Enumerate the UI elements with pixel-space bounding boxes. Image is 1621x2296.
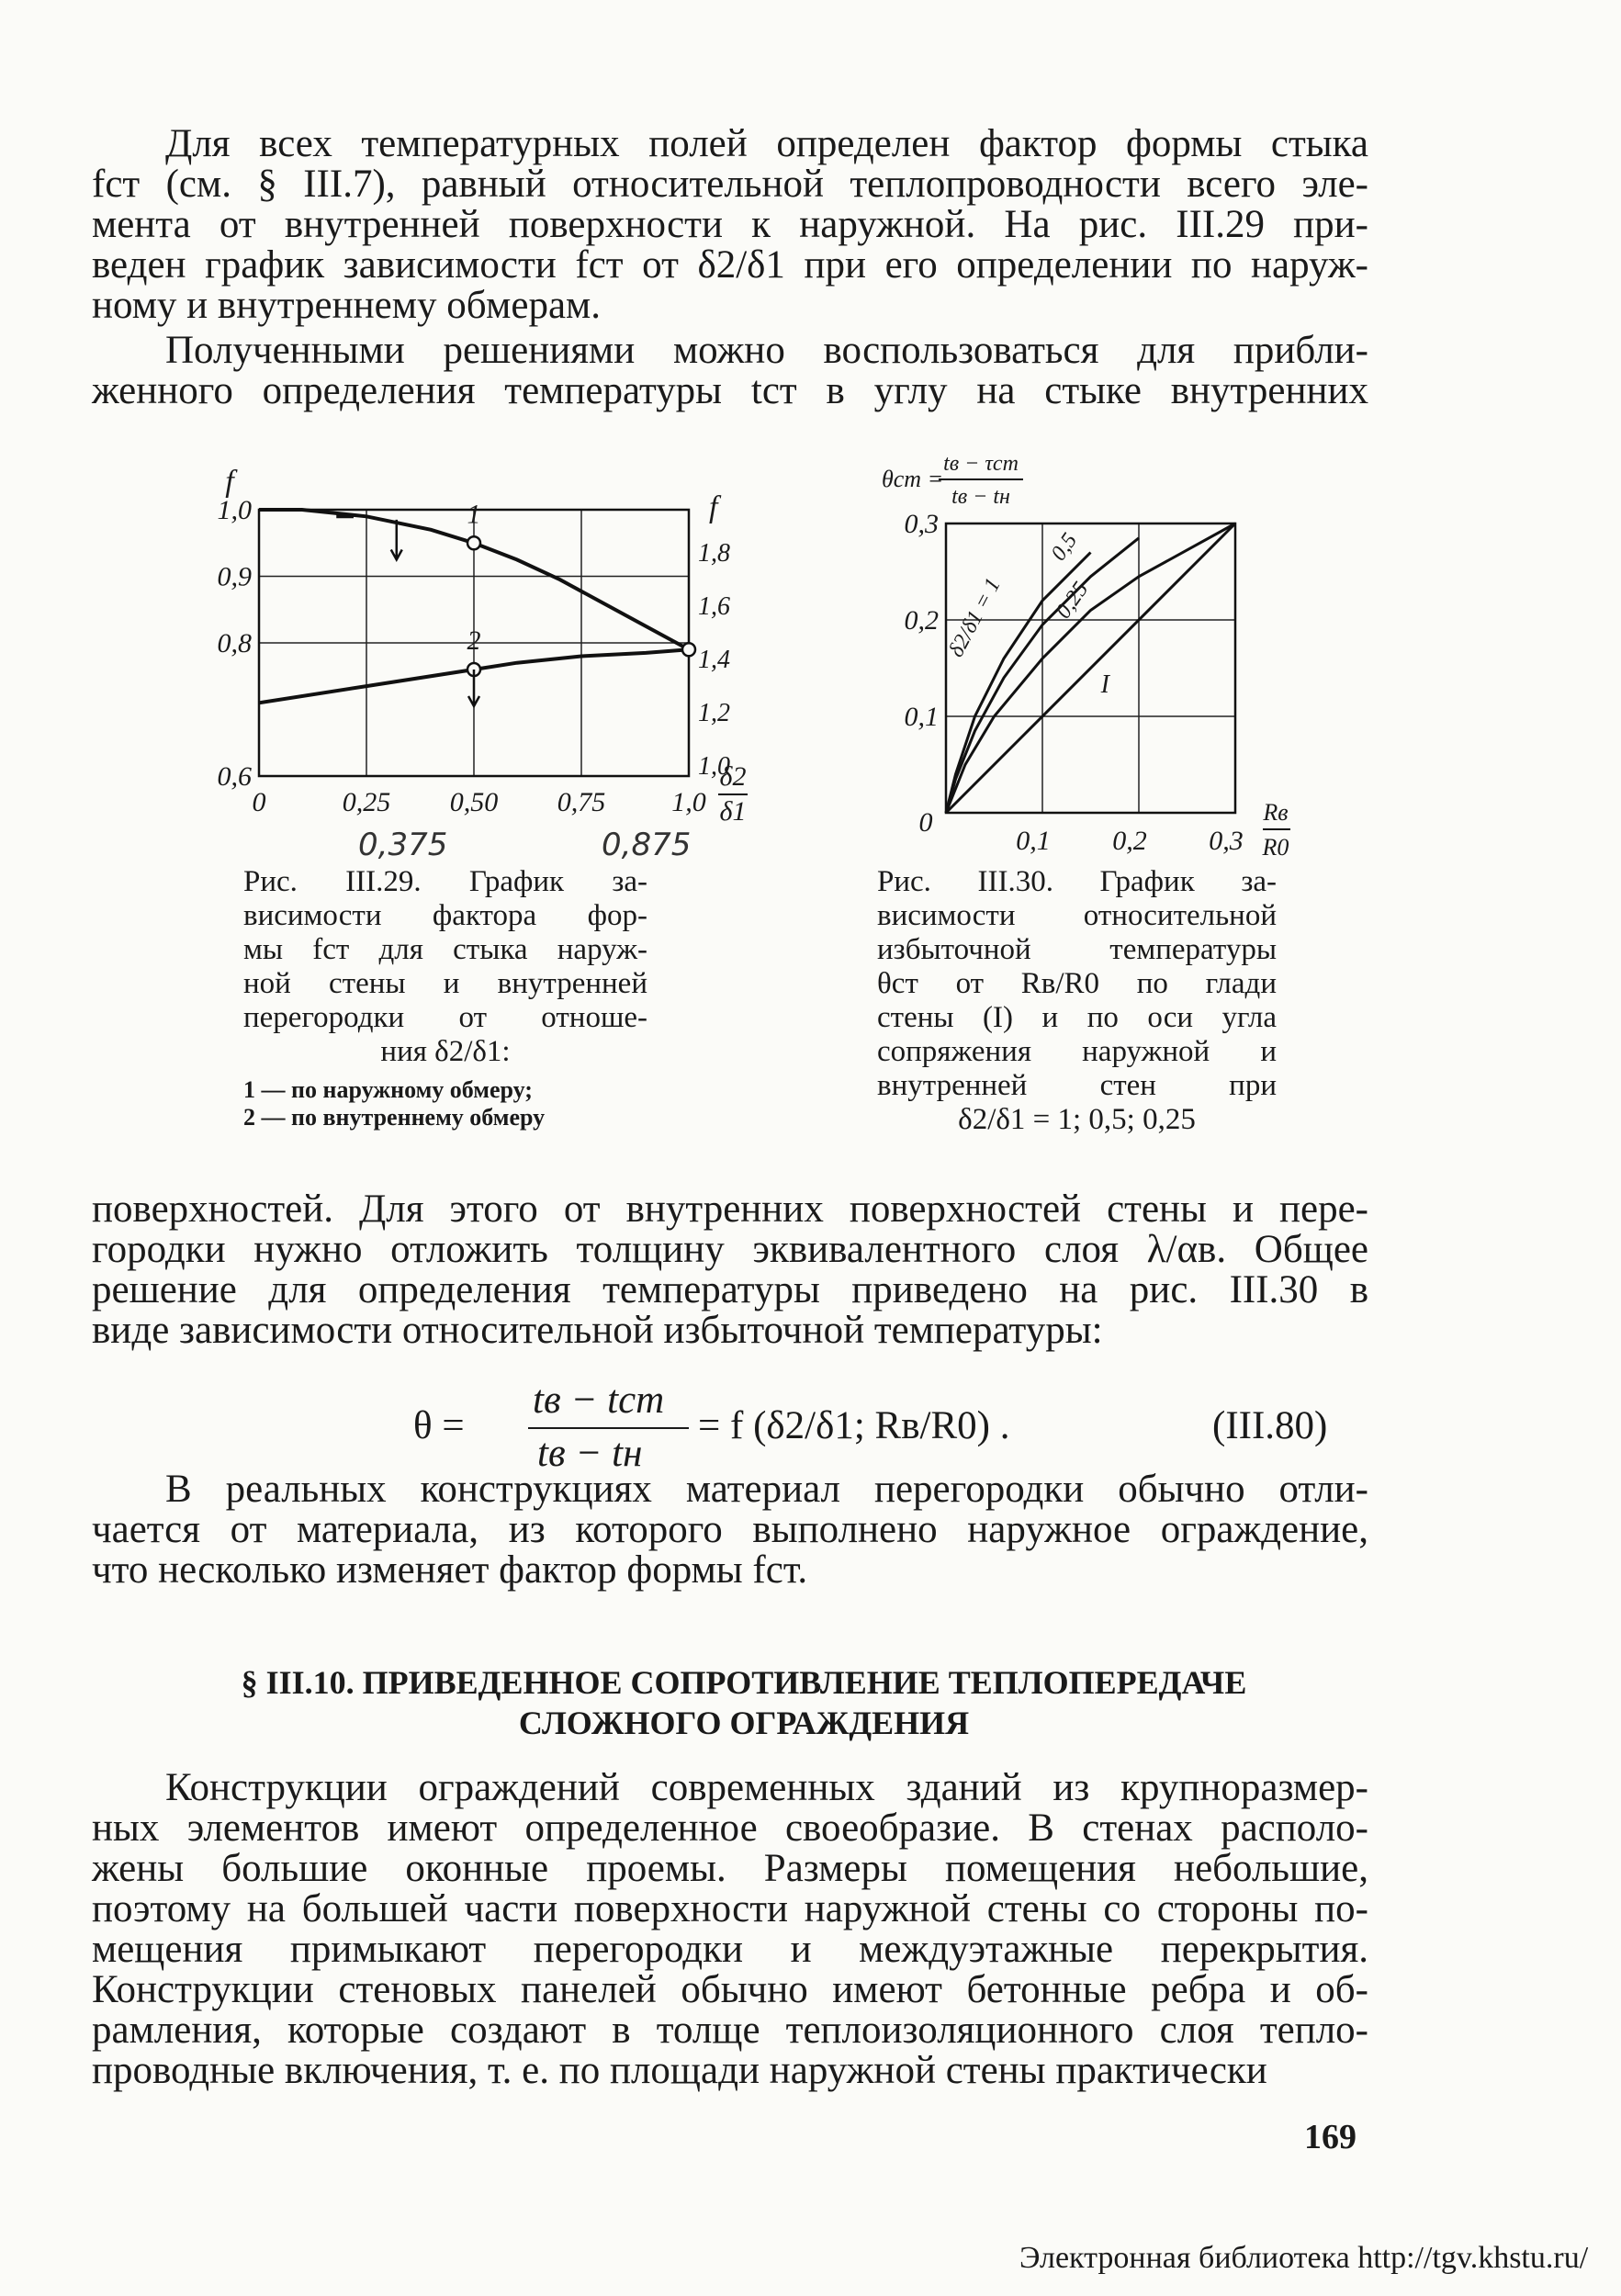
text-line: жены большие оконные проемы. Размеры помещения небольшие, (92, 1847, 1368, 1890)
caption-line: θст от Rв/R0 по глади (877, 967, 1277, 1000)
x-axis-label-numerator: δ2 (719, 761, 747, 792)
page-number: 169 (1304, 2118, 1356, 2156)
caption-line: внутренней стен при (877, 1069, 1277, 1102)
series-label-2: 2 (467, 625, 481, 656)
section-heading-line: СЛОЖНОГО ОГРАЖДЕНИЯ (518, 1705, 970, 1741)
text-line: ному и внутреннему обмерам. (92, 284, 602, 327)
text-line: Конструкции ограждений современных зданий из крупноразмер- (165, 1766, 1368, 1809)
series-label: I (1100, 670, 1109, 699)
legend-item: 2 — по внутреннему обмеру (243, 1104, 546, 1131)
figure-30-chart (872, 432, 1295, 872)
y-right-tick-label: 1,6 (698, 592, 730, 621)
y-right-tick-label: 1,8 (698, 539, 730, 568)
series-label: 0,25 (1051, 578, 1094, 624)
y-axis-label-numerator: tв − τст (943, 452, 1019, 476)
series-marker (682, 643, 695, 656)
text-line: проводные включения, т. е. по площади наружной стены практически (92, 2049, 1267, 2092)
x-axis-label-denominator: δ1 (719, 796, 747, 827)
text-line: Полученными решениями можно воспользоваться для прибли- (165, 329, 1368, 372)
text-line: городки нужно отложить толщину эквивалентного слоя λ/αв. Общее (92, 1228, 1368, 1271)
paragraph-4 (92, 1469, 1368, 1591)
paragraph-5 (92, 1768, 1368, 2091)
y-right-tick-label: 1,2 (698, 699, 730, 727)
caption-line: Рис. III.29. График за- (243, 865, 647, 898)
formula-lhs: θ = (413, 1404, 465, 1447)
figure-30-caption (877, 865, 1277, 1137)
caption-line: ния δ2/δ1: (380, 1035, 511, 1068)
text-line: fст (см. § III.7), равный относительной теплопроводности всего эле- (92, 163, 1368, 206)
y-tick-label: 0,1 (904, 702, 939, 732)
caption-line: ной стены и внутренней (243, 967, 647, 1000)
y-left-tick-label: 0,6 (217, 761, 252, 792)
handwritten-note: 0,375 (358, 827, 448, 863)
paragraph-1 (92, 124, 1368, 326)
text-line: виде зависимости относительной избыточной температуры: (92, 1309, 1103, 1352)
section-heading (147, 1662, 1341, 1743)
x-tick-label: 0,75 (557, 787, 606, 817)
series-label: δ2/δ1 = 1 (944, 574, 1006, 661)
y-axis-label: θст = (882, 466, 944, 492)
series-label-1: 1 (467, 499, 481, 530)
series-label: 0,5 (1046, 528, 1083, 566)
x-tick-label: 1,0 (671, 787, 706, 817)
section-heading-line: § III.10. ПРИВЕДЕННОЕ СОПРОТИВЛЕНИЕ ТЕПЛОПЕРЕДАЧЕ (241, 1664, 1247, 1701)
formula-numerator: tв − tст (533, 1379, 665, 1422)
text-line: что несколько изменяет фактор формы fст. (92, 1548, 808, 1592)
figure-29-handwritten-notes (358, 827, 726, 868)
series-line (946, 523, 1235, 813)
x-tick-label: 0,50 (449, 787, 499, 817)
footer-library-credit: Электронная библиотека http://tgv.khstu.ru/ (1019, 2241, 1589, 2275)
figure-29-caption (243, 865, 647, 1131)
y-left-tick-label: 1,0 (217, 495, 252, 525)
y-right-tick-label: 1,4 (698, 646, 730, 674)
text-line: мента от внутренней поверхности к наружной. На рис. III.29 при- (92, 203, 1368, 246)
text-line: ных элементов имеют определенное своеобразие. В стенах располо- (92, 1806, 1368, 1850)
x-tick-label: 0,25 (342, 787, 391, 817)
y-axis-label-denominator: tв − tн (951, 485, 1010, 509)
caption-line: висимости относительной (877, 899, 1277, 932)
text-line: женного определения температуры tст в углу на стыке внутренних (92, 369, 1368, 412)
x-axis-label-numerator: Rв (1263, 799, 1289, 826)
formula-denominator: tв − tн (537, 1432, 643, 1475)
direction-arrow (391, 520, 402, 560)
caption-line: мы fст для стыка наруж- (243, 933, 647, 966)
formula-number: (III.80) (1212, 1404, 1328, 1447)
x-tick-label: 0,1 (1016, 826, 1051, 856)
text-line: В реальных конструкциях материал перегородки обычно отли- (165, 1468, 1368, 1511)
text-line: поверхностей. Для этого от внутренних поверхностей стены и пере- (92, 1187, 1368, 1231)
paragraph-3 (92, 1189, 1368, 1351)
y-tick-label: 0,3 (904, 509, 939, 539)
caption-line: избыточной температуры (877, 933, 1277, 966)
text-line: рамления, которые создают в толще теплоизоляционного слоя тепло- (92, 2009, 1368, 2052)
paragraph-2 (92, 331, 1368, 411)
y-right-axis-label: f (709, 490, 718, 524)
text-line: мещения примыкают перегородки и междуэтажные перекрытия. (92, 1928, 1368, 1971)
caption-line: сопряжения наружной и (877, 1035, 1277, 1068)
y-left-axis-label: f (225, 465, 234, 499)
series-marker (467, 536, 480, 549)
formula-fraction-bar (528, 1427, 689, 1429)
y-left-tick-label: 0,9 (217, 561, 252, 592)
x-tick-label: 0 (918, 807, 933, 838)
handwritten-note: 0,875 (602, 827, 692, 863)
text-line: веден график зависимости fст от δ2/δ1 при его определении по наруж- (92, 243, 1368, 287)
x-tick-label: 0,2 (1112, 826, 1147, 856)
x-tick-label: 0,3 (1209, 826, 1244, 856)
text-line: Конструкции стеновых панелей обычно имеют бетонные ребра и об- (92, 1968, 1368, 2011)
text-line: Для всех температурных полей определен фактор формы стыка (165, 122, 1368, 165)
y-right-tick-label: 1,0 (698, 752, 730, 781)
figure-29-legend (243, 1076, 647, 1131)
x-tick-label: 0 (252, 787, 266, 817)
caption-line: Рис. III.30. График за- (877, 865, 1277, 898)
text-line: поэтому на большей части поверхности наружной стены со стороны по- (92, 1887, 1368, 1930)
formula-rhs: = f (δ2/δ1; Rв/R0) . (698, 1404, 1010, 1447)
x-axis-label-denominator: R0 (1262, 834, 1289, 861)
legend-item: 1 — по наружному обмеру; (243, 1076, 533, 1103)
y-tick-label: 0,2 (904, 605, 939, 636)
text-line: решение для определения температуры приведено на рис. III.30 в (92, 1268, 1368, 1311)
formula-III-80 (386, 1378, 1378, 1479)
caption-line: δ2/δ1 = 1; 0,5; 0,25 (958, 1103, 1196, 1136)
y-left-tick-label: 0,8 (217, 628, 252, 658)
caption-line: стены (I) и по оси угла (877, 1001, 1277, 1034)
text-line: чается от материала, из которого выполнено наружное ограждение, (92, 1508, 1368, 1551)
caption-line: перегородки от отноше- (243, 1001, 647, 1034)
caption-line: висимости фактора фор- (243, 899, 647, 932)
